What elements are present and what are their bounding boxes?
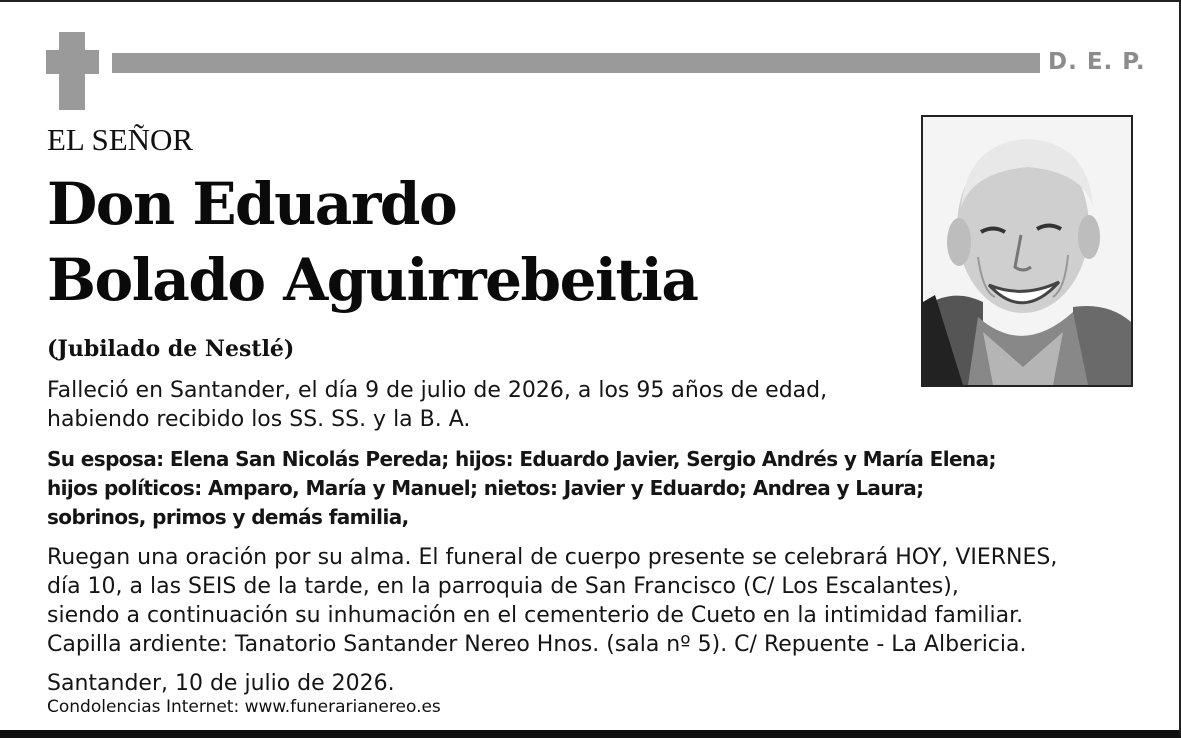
text-line: habiendo recibido los SS. SS. y la B. A. (47, 407, 471, 432)
text-line: siendo a continuación su inhumación en el cementerio de Cueto en la intimidad familiar. (47, 603, 1024, 628)
portrait-photo (921, 115, 1133, 387)
text-line: sobrinos, primos y demás familia, (47, 505, 409, 529)
deceased-name (47, 166, 697, 318)
dep-label: D. E. P. (1048, 49, 1146, 75)
text-line: día 10, a las SEIS de la tarde, en la parroquia de San Francisco (C/ Los Escalantes), (47, 574, 959, 599)
text-line: hijos políticos: Amparo, María y Manuel; nietos: Javier y Eduardo; Andrea y Laura; (47, 476, 924, 500)
profession: (Jubilado de Nestlé) (47, 336, 295, 362)
header-rule (112, 53, 1040, 73)
death-paragraph (47, 376, 827, 434)
condolences-link[interactable]: Condolencias Internet: www.funerarianereo.es (47, 697, 441, 717)
text-line: Falleció en Santander, el día 9 de julio de 2026, a los 95 años de edad, (47, 378, 828, 403)
funeral-paragraph (47, 543, 1057, 659)
name-line: Bolado Aguirrebeitia (47, 246, 698, 314)
text-line: Ruegan una oración por su alma. El funeral de cuerpo presente se celebrará HOY, VIERNES, (47, 545, 1058, 570)
text-line: Su esposa: Elena San Nicolás Pereda; hijos: Eduardo Javier, Sergio Andrés y María Elena; (47, 447, 996, 471)
family-paragraph (47, 445, 996, 532)
text-line: Capilla ardiente: Tanatorio Santander Nereo Hnos. (sala nº 5). C/ Repuente - La Albericia. (47, 632, 1027, 657)
date-line: Santander, 10 de julio de 2026. (47, 671, 395, 696)
name-line: Don Eduardo (47, 170, 457, 238)
honorific-title: EL SEÑOR (47, 122, 194, 157)
